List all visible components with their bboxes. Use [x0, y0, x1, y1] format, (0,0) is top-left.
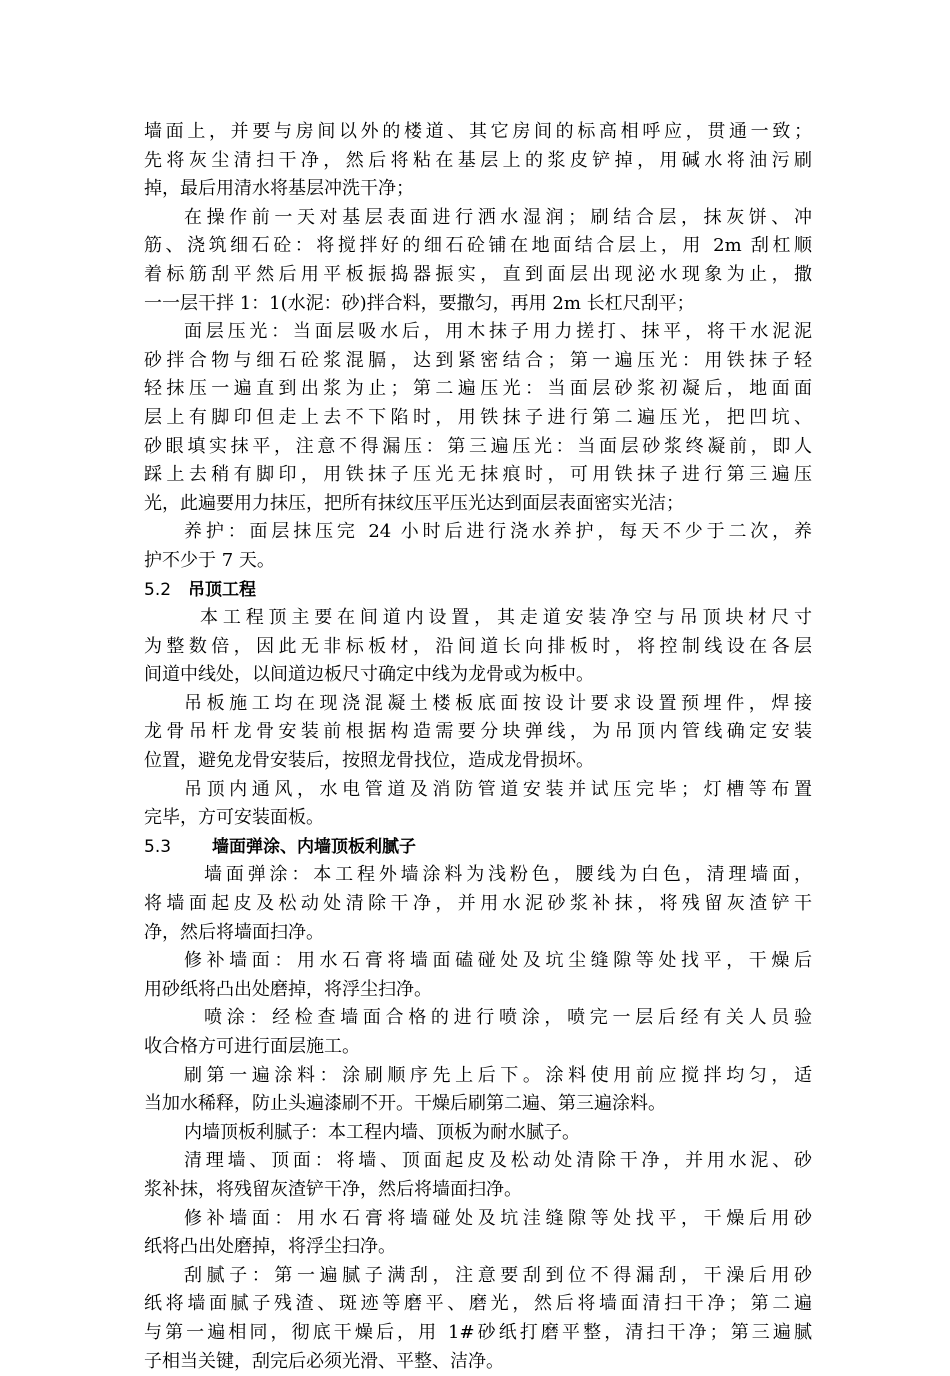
- text-line: 刮腻子：第一遍腻子满刮，注意要刮到位不得漏刮，干澡后用砂: [184, 1264, 812, 1286]
- text-line: 护不少于 7 天。: [144, 549, 275, 571]
- paragraph: [144, 1205, 812, 1262]
- text-line: 净，然后将墙面扫净。: [144, 921, 324, 943]
- paragraph: [144, 1062, 812, 1119]
- paragraph: [144, 776, 812, 833]
- text-line: 踩上去稍有脚印，用铁抹子压光无抹痕时，可用铁抹子进行第三遍压: [144, 464, 812, 486]
- text-line: 收合格方可进行面层施工。: [144, 1036, 360, 1057]
- paragraph: [144, 1147, 812, 1204]
- text-line: 为整数倍，因此无非标板材，沿间道长向排板时，将控制线设在各层: [144, 635, 812, 657]
- text-line: 本工程顶主要在间道内设置，其走道安装净空与吊顶块材尺寸: [200, 607, 812, 629]
- text-line: 修补墙面：用水石膏将墙面磕碰处及坑尘缝隙等处找平，干燥后: [184, 950, 812, 972]
- text-line: 墙面弹涂：本工程外墙涂料为浅粉色，腰线为白色，清理墙面，: [204, 864, 812, 886]
- text-line: 吊顶内通风，水电管道及消防管道安装并试压完毕；灯槽等布置: [184, 778, 812, 800]
- paragraph: [144, 690, 812, 776]
- text-line: 筋、浇筑细石砼：将搅拌好的细石砼铺在地面结合层上，用 2m 刮杠顺: [144, 235, 812, 257]
- text-line: 墙面上，并要与房间以外的楼道、其它房间的标高相呼应，贯通一致；: [144, 121, 812, 142]
- paragraph: [144, 518, 812, 575]
- text-line: 一一层干拌 1：1(水泥：砂)拌合料，要撒匀，再用 2m 长杠尺刮平；: [144, 292, 695, 314]
- document-page: [144, 118, 812, 1376]
- text-line: 位置，避免龙骨安装后，按照龙骨找位，造成龙骨损坏。: [144, 750, 594, 772]
- paragraph: [144, 1119, 812, 1148]
- text-line: 砂拌合物与细石砼浆混膈，达到紧密结合；第一遍压光：用铁抹子轻: [144, 349, 812, 371]
- paragraph: [144, 318, 812, 518]
- text-line: 完毕，方可安装面板。: [144, 807, 324, 829]
- text-line: 子相当关键，刮完后必须光滑、平整、洁净。: [144, 1350, 504, 1372]
- text-line: 吊板施工均在现浇混凝土楼板底面按设计要求设置预埋件，焊接: [184, 692, 812, 714]
- section-title: 墙面弹涂、内墙顶板利腻子: [212, 836, 416, 857]
- section-heading: [144, 576, 812, 605]
- text-line: 层上有脚印但走上去不下陷时，用铁抹子进行第二遍压光，把凹坑、: [144, 406, 812, 428]
- paragraph: [144, 604, 812, 690]
- section-number: 5.3: [144, 836, 172, 857]
- text-line: 喷涂：经检查墙面合格的进行喷涂，喷完一层后经有关人员验: [204, 1007, 812, 1029]
- paragraph: [144, 1262, 812, 1376]
- text-line: 龙骨吊杆龙骨安装前根据构造需要分块弹线，为吊顶内管线确定安装: [144, 721, 812, 743]
- text-line: 刷第一遍涂料：涂刷顺序先上后下。涂料使用前应搅拌均匀，适: [184, 1064, 812, 1086]
- text-line: 浆补抹，将残留灰渣铲干净，然后将墙面扫净。: [144, 1178, 522, 1200]
- text-line: 光，此遍要用力抹压，把所有抹纹压平压光达到面层表面密实光洁；: [144, 492, 684, 514]
- text-line: 在操作前一天对基层表面进行洒水湿润；刷结合层，抹灰饼、冲: [184, 206, 812, 228]
- text-line: 砂眼填实抹平，注意不得漏压：第三遍压光：当面层砂浆终凝前，即人: [144, 435, 812, 457]
- paragraph: [144, 947, 812, 1004]
- text-line: 掉，最后用清水将基层冲洗干净；: [144, 178, 414, 200]
- text-line: 先将灰尘清扫干净，然后将粘在基层上的浆皮铲掉，用碱水将油污刷: [144, 149, 812, 171]
- text-line: 与第一遍相同，彻底干燥后，用 1#砂纸打磨平整，清扫干净；第三遍腻: [144, 1321, 812, 1343]
- text-line: 将墙面起皮及松动处清除干净，并用水泥砂浆补抹，将残留灰渣铲干: [144, 893, 812, 915]
- text-line: 间道中线处，以间道边板尺寸确定中线为龙骨或为板中。: [144, 664, 594, 686]
- text-line: 用砂纸将凸出处磨掉，将浮尘扫净。: [144, 978, 432, 1000]
- text-line: 纸将墙面腻子残渣、斑迹等磨平、磨光，然后将墙面清扫干净；第二遍: [144, 1293, 812, 1315]
- text-line: 修补墙面：用水石膏将墙碰处及坑洼缝隙等处找平，干燥后用砂: [184, 1207, 812, 1229]
- paragraph: [144, 118, 812, 204]
- text-line: 面层压光：当面层吸水后，用木抹子用力搓打、抹平，将干水泥泥: [184, 321, 812, 343]
- text-line: 清理墙、顶面：将墙、顶面起皮及松动处清除干净，并用水泥、砂: [184, 1150, 812, 1172]
- paragraph: [144, 861, 812, 947]
- text-line: 着标筋刮平然后用平板振捣器振实，直到面层出现泌水现象为止，撒: [144, 263, 812, 285]
- text-line: 当加水稀释，防止头遍漆刷不开。干燥后刷第二遍、第三遍涂料。: [144, 1093, 666, 1115]
- paragraph: [144, 204, 812, 318]
- section-number: 5.2: [144, 579, 172, 600]
- paragraph: [144, 1004, 812, 1061]
- section-heading: [144, 833, 812, 862]
- text-line: 养护：面层抹压完 24 小时后进行浇水养护，每天不少于二次，养: [184, 521, 812, 543]
- text-line: 内墙顶板利腻子：本工程内墙、顶板为耐水腻子。: [184, 1121, 580, 1143]
- section-title: 吊顶工程: [188, 579, 256, 600]
- text-line: 纸将凸出处磨掉，将浮尘扫净。: [144, 1236, 396, 1258]
- text-line: 轻抹压一遍直到出浆为止；第二遍压光：当面层砂浆初凝后，地面面: [144, 378, 812, 400]
